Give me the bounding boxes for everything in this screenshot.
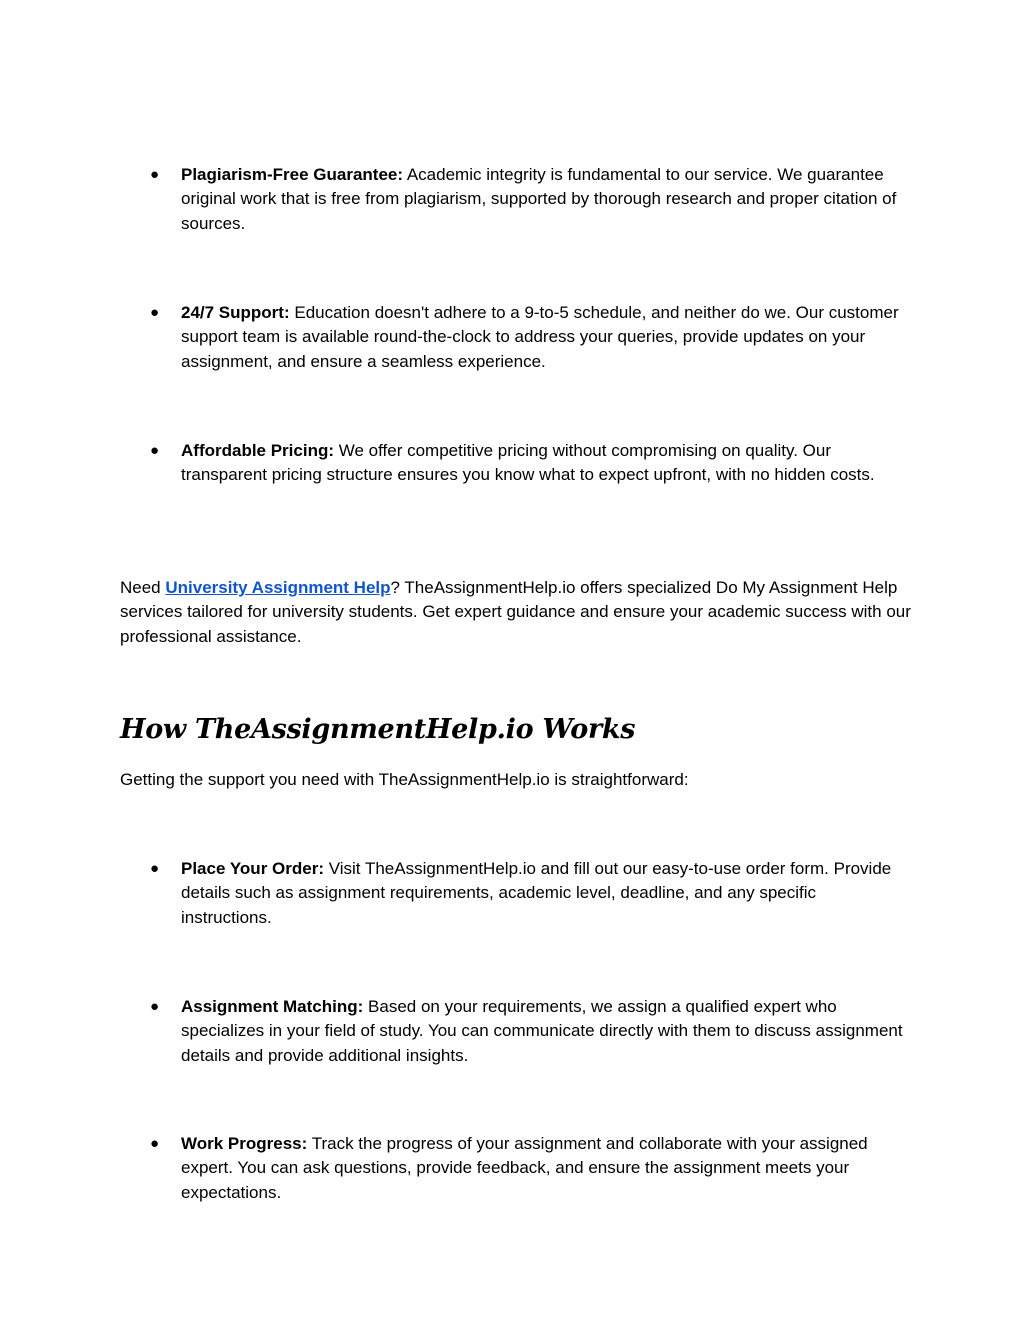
bullet-title: Affordable Pricing: (181, 441, 335, 460)
bullet-title: Assignment Matching: (181, 997, 364, 1016)
section-heading: How TheAssignmentHelp.io Works (120, 714, 636, 745)
bullet-support (120, 301, 910, 374)
bullet-pricing (120, 439, 910, 488)
bullet-dot-icon: ● (150, 166, 160, 183)
bullet-description: Track the progress of your assignment and collaborate with your assigned expert. You can ask questions, provide feedback, and ensure the assignment meets your expectations. (181, 1134, 868, 1202)
bullet-dot-icon: ● (150, 304, 160, 321)
bullet-dot-icon: ● (150, 442, 160, 459)
promo-text-after: ? TheAssignmentHelp.io offers specialized Do My Assignment Help services tailored for university students. Get expert guidance and ensure your academic success with our professional assistance. (120, 578, 911, 646)
bullet-body (181, 163, 910, 236)
bullet-title: 24/7 Support: (181, 303, 290, 322)
bullet-dot-icon: ● (150, 860, 160, 877)
bullet-title: Work Progress: (181, 1134, 308, 1153)
bullet-title: Plagiarism-Free Guarantee: (181, 165, 404, 184)
promo-text-before: Need (120, 578, 166, 597)
section-intro: Getting the support you need with TheAssignmentHelp.io is straightforward: (120, 770, 689, 789)
bullet-body (181, 857, 910, 930)
bullet-description: Academic integrity is fundamental to our service. We guarantee original work that is free from plagiarism, supported by thorough research and proper citation of sources. (181, 165, 897, 233)
bullet-description: We offer competitive pricing without compromising on quality. Our transparent pricing structure ensures you know what to expect upfront, with no hidden costs. (181, 441, 875, 485)
bullet-description: Education doesn't adhere to a 9-to-5 schedule, and neither do we. Our customer support team is available round-the-clock to address your queries, provide updates on your assignment, and ensure a seamless experience. (181, 303, 899, 371)
bullet-dot-icon: ● (150, 998, 160, 1015)
step-place-order (120, 857, 910, 930)
bullet-description: Based on your requirements, we assign a qualified expert who specializes in your field of study. You can communicate directly with them to discuss assignment details and provide additional insights. (181, 997, 903, 1065)
bullet-body (181, 995, 910, 1068)
bullet-description: Visit TheAssignmentHelp.io and fill out our easy-to-use order form. Provide details such as assignment requirements, academic level, deadline, and any specific instructions. (181, 859, 892, 927)
step-assignment-matching (120, 995, 910, 1068)
bullet-title: Place Your Order: (181, 859, 324, 878)
university-assignment-help-link[interactable]: University Assignment Help (165, 578, 391, 597)
promo-paragraph (120, 576, 920, 649)
bullet-dot-icon: ● (150, 1135, 160, 1152)
bullet-body (181, 1132, 910, 1205)
bullet-plagiarism-free (120, 163, 910, 236)
step-work-progress (120, 1132, 910, 1205)
bullet-body (181, 301, 910, 374)
bullet-body (181, 439, 910, 488)
